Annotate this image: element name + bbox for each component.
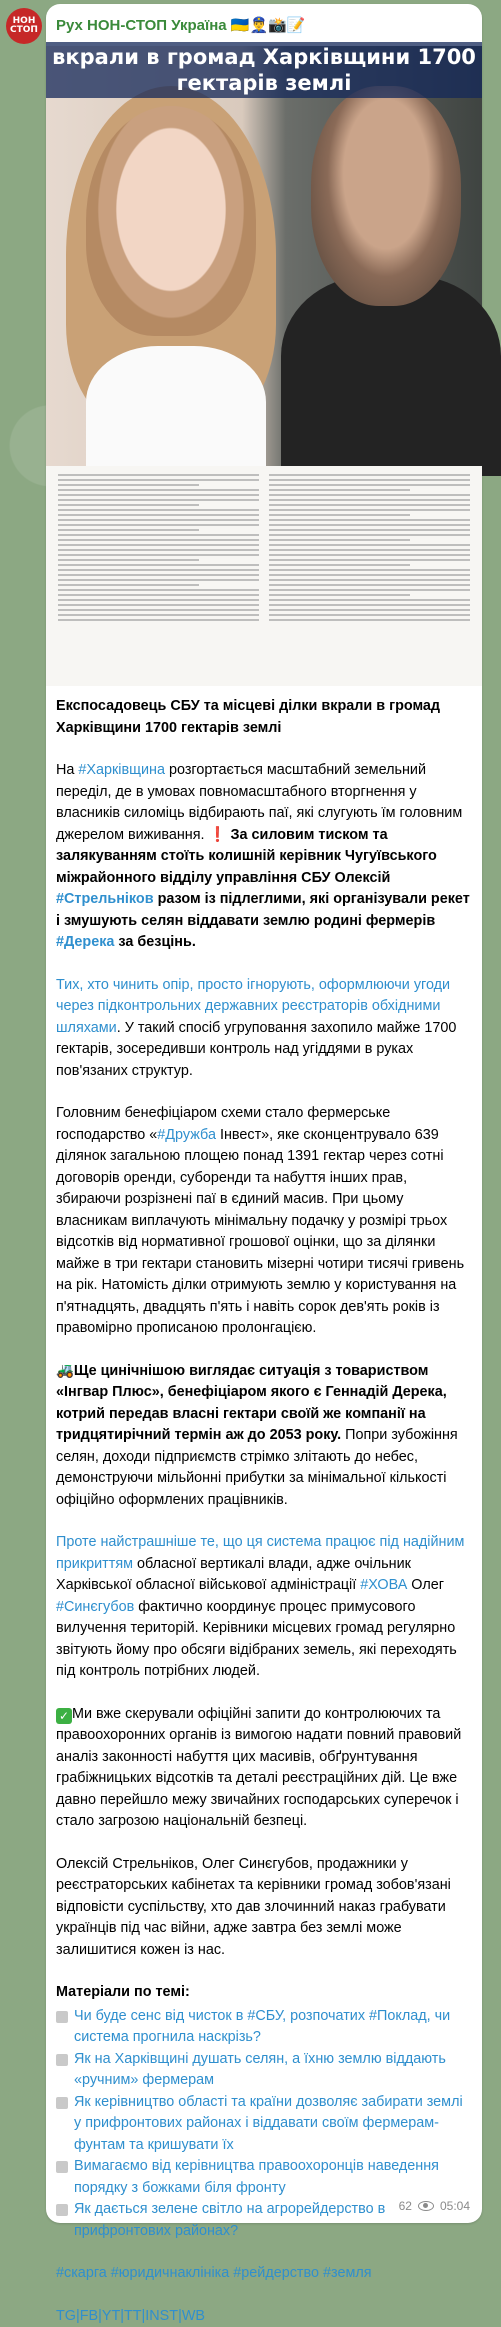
text: Попри зубожіння селян, доходи підприємств стрімко злітають до небес, демонструючи мільйонні прибутки за мінімальної кількості офіційно оформлених працівників.	[56, 1427, 458, 1508]
text: Ми вже скерували офіційні запити до контролюючих та правоохоронних органів із вимогою надати повний правовий аналіз законності набуття цих масивів, обґрунтування грабіжницьких відсотків та деталі реєстраційних дій. Це вже давно перейшло межу звичайних господарських суперечок і стало загрозою національній безпеці.	[56, 1706, 461, 1830]
message-bubble	[46, 4, 482, 2223]
woman-face-shape	[86, 106, 256, 336]
bold-text: за безцінь.	[114, 934, 195, 950]
bullet-icon	[56, 2161, 68, 2173]
channel-name[interactable]: Рух НОН-СТОП Україна 🇺🇦👮‍♂️📸📝	[46, 4, 482, 46]
paragraph-5	[56, 1532, 472, 1683]
eye-icon	[418, 2201, 434, 2211]
bullet-icon	[56, 2204, 68, 2216]
social-links[interactable]: TG|FB|YT|TT|INST|WB	[56, 2306, 472, 2327]
material-link[interactable]: Як на Харківщині душать селян, а їхню землю віддають «ручним» фермерам	[74, 2049, 472, 2092]
post-image[interactable]	[46, 46, 482, 686]
post-headline: Експосадовець СБУ та місцеві ділки вкрали в громад Харківщини 1700 гектарів землі	[56, 696, 472, 739]
text: розгортається масштабний земельний переділ, де в умовах повномасштабного вторгнення у власників силоміць відбирають паї, які слугують їм головним джерелом виживання. ❗	[56, 762, 462, 843]
hashtag-link[interactable]: #Харківщина	[78, 762, 165, 778]
list-item	[56, 2006, 472, 2049]
paragraph-4	[56, 1361, 472, 1512]
paragraph-1	[56, 760, 472, 954]
document-column-right	[269, 474, 470, 678]
material-link[interactable]: Як керівництво області та країни дозволяє забирати землі у прифронтових районах і віддавати своїм фермерам-фунтам та кришувати їх	[74, 2092, 472, 2157]
text: Інвест», яке сконцентрувало 639 ділянок загальною площею понад 1391 гектар через сотні договорів оренди, суборенди та набуття інших прав, збираючи розрізнені паї в єдиний масив. При цьому власникам виплачують мінімальну подачку у розмірі трьох відсотків від нормативної грошової оцінки, що за ділянки майже в три гектари становить мізерні чотири тисячі гривень на рік. Натомість ділки отримують землю у користування на п'ятнадцять, двадцять п'ять і навіть сорок дев'ять років із правомірно прописаною пролонгацією.	[56, 1127, 464, 1337]
list-item	[56, 2156, 472, 2199]
list-item	[56, 2092, 472, 2157]
channel-avatar[interactable]	[6, 8, 42, 44]
text: Головним бенефіціаром схеми стало фермерське господарство «	[56, 1105, 390, 1143]
avatar-line1: НОН	[10, 17, 38, 26]
hashtag-link[interactable]: #Дружба	[157, 1127, 216, 1143]
hashtags[interactable]: #скарга #юридичнаклініка #рейдерство #земля	[56, 2263, 472, 2285]
list-item	[56, 2049, 472, 2092]
inline-link[interactable]: Тих, хто чинить опір, просто ігнорують, оформлюючи угоди через підконтрольних державних реєстраторів обхідними шляхами	[56, 977, 450, 1036]
material-link[interactable]: Як дається зелене світло на агрорейдерство в прифронтових районах?	[74, 2199, 472, 2242]
paragraph-3	[56, 1103, 472, 1340]
materials-title: Матеріали по темі:	[56, 1982, 472, 2004]
hashtag-link[interactable]: #Стрельніков	[56, 891, 154, 907]
hashtag-link[interactable]: #Дерека	[56, 934, 114, 950]
material-link[interactable]: Чи буде сенс від чисток в #СБУ, розпочатих #Поклад, чи система прогнила наскрізь?	[74, 2006, 472, 2049]
checkmark-icon: ✓	[56, 1708, 72, 1724]
paragraph-6	[56, 1704, 472, 1833]
bold-text: Ще цинічнішою виглядає ситуація з товариством «Інгвар Плюс», бенефіціаром якого є Геннадій Дерека, котрий передав власні гектари своїй же компанії на тридцятирічний термін аж до 2053 року.	[56, 1363, 447, 1444]
message-meta	[399, 2199, 470, 2213]
tractor-icon: 🚜	[56, 1363, 74, 1379]
image-banner: вкрали в громад Харківщини 1700 гектарів землі	[46, 42, 482, 98]
hashtag-link[interactable]: #Синєгубов	[56, 1599, 134, 1615]
material-link[interactable]: Вимагаємо від керівництва правоохоронців наведення порядку з божками біля фронту	[74, 2156, 472, 2199]
hashtag-link[interactable]: #ХОВА	[360, 1577, 407, 1593]
text: фактично координує процес примусового вилучення територій. Керівники місцевих громад регулярно звітують йому про обсяги відібраних земель, які переходять під контроль потрібних людей.	[56, 1599, 457, 1680]
text: На	[56, 762, 78, 778]
bullet-icon	[56, 2097, 68, 2109]
woman-body-shape	[86, 346, 266, 486]
post-text	[46, 686, 482, 2327]
avatar-line2: СТОП	[10, 26, 38, 35]
document-column-left	[58, 474, 259, 678]
man-face-shape	[311, 86, 461, 306]
views-count: 62	[399, 2199, 412, 2213]
text: . У такий спосіб угруповання захопило майже 1700 гектарів, зосередивши контроль над угіддями в руках пов'язаних структур.	[56, 1020, 456, 1079]
document-scan	[46, 466, 482, 686]
bullet-icon	[56, 2054, 68, 2066]
message-time: 05:04	[440, 2199, 470, 2213]
paragraph-2	[56, 975, 472, 1083]
inline-link[interactable]: Проте найстрашніше те, що ця система працює під надійним прикриттям	[56, 1534, 464, 1572]
text: обласної вертикалі влади, адже очільник Харківської обласної військової адміністрації	[56, 1556, 411, 1594]
bullet-icon	[56, 2011, 68, 2023]
bold-text: разом із підлеглими, які організували рекет і змушують селян віддавати землю родині фермерів	[56, 891, 470, 929]
paragraph-7: Олексій Стрельніков, Олег Синєгубов, продажники у реєстраторських кабінетах та керівники громад зобов'язані відповісти суспільству, хто дав злочинний наказ грабувати українців під час війни, адже завтра без землі може залишитися кожен із нас.	[56, 1854, 472, 1962]
text: Олег	[407, 1577, 444, 1593]
bold-text: За силовим тиском та залякуванням стоїть колишній керівник Чугуївського міжрайонного відділу управління СБУ Олексій	[56, 827, 437, 886]
man-body-shape	[281, 276, 501, 476]
